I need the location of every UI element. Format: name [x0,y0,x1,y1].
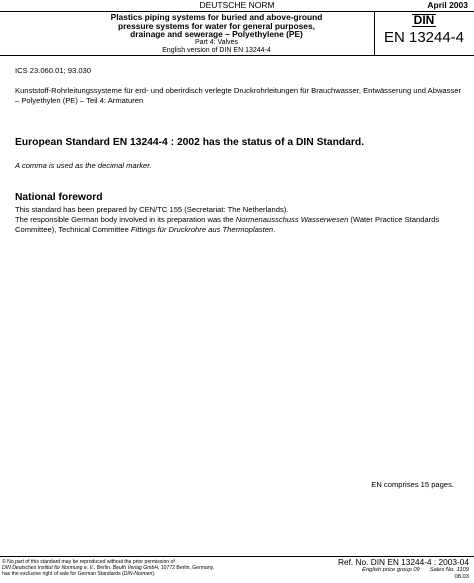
copyright-notice: © No part of this standard may be reproduced without the prior permission of DIN Deutsches Institut für Normung e. V., Berlin. Beuth Verlag GmbH, 10772 Berlin, Germany, has the exclusive right of sale for German Standards (DIN-Normen). [2,559,215,578]
title-line: pressure systems for water for general purposes, [118,20,315,31]
title-line: Plastics piping systems for buried and above-ground [110,12,323,22]
header-main [0,12,474,56]
title-line: drainage and sewerage – Polyethylene (PE) [130,29,303,40]
decimal-marker-note: A comma is used as the decimal marker. [15,161,152,170]
committee-name: Normenausschuss Wasserwesen [235,215,349,224]
din-logo: DIN [413,13,435,27]
part-label: Part 4: Valves [194,39,239,46]
page-count-note: EN comprises 15 pages. [371,480,454,489]
price-sales-line [279,567,469,574]
foreword-paragraph-1: This standard has been prepared by CEN/TC 155 (Secretariat: The Netherlands). [15,205,289,214]
english-version-label: English version of DIN EN 13244-4 [162,46,271,54]
technical-committee-name: Fittings für Druckrohre aus Thermoplasten [130,225,274,234]
standard-number: EN 13244-4 [383,29,465,46]
german-title: Kunststoff-Rohrleitungssysteme für erd- und oberirdisch verlegte Druckrohrleitungen für Brauchwasser, Entwässerung und Abwasser – Polyethylen (PE) – Teil 4: Armaturen [15,86,462,105]
foreword-paragraph-2: The responsible German body involved in its preparation was the Normenausschuss Wasserwesen (Water Practice Standards Committee), Technical Committee Fittings für Druckrohre aus Thermoplasten. [15,215,440,234]
national-foreword-heading: National foreword [15,192,103,203]
english-title [60,13,373,39]
reference-number: Ref. No. DIN EN 13244-4 : 2003-04 [338,557,469,567]
price-group: English price group 09 [362,567,420,573]
header-top-bar [0,0,474,12]
norm-label: DEUTSCHE NORM [199,0,275,10]
status-statement: European Standard EN 13244-4 : 2002 has the status of a DIN Standard. [15,137,365,148]
reference-block [279,557,469,581]
publication-date: April 2003 [427,0,468,10]
ics-code: ICS 23.060.01; 93.030 [15,66,91,75]
print-code: 08.03 [454,574,469,580]
title-subinfo [60,39,373,54]
sales-number: Sales No. 1109 [429,567,469,573]
